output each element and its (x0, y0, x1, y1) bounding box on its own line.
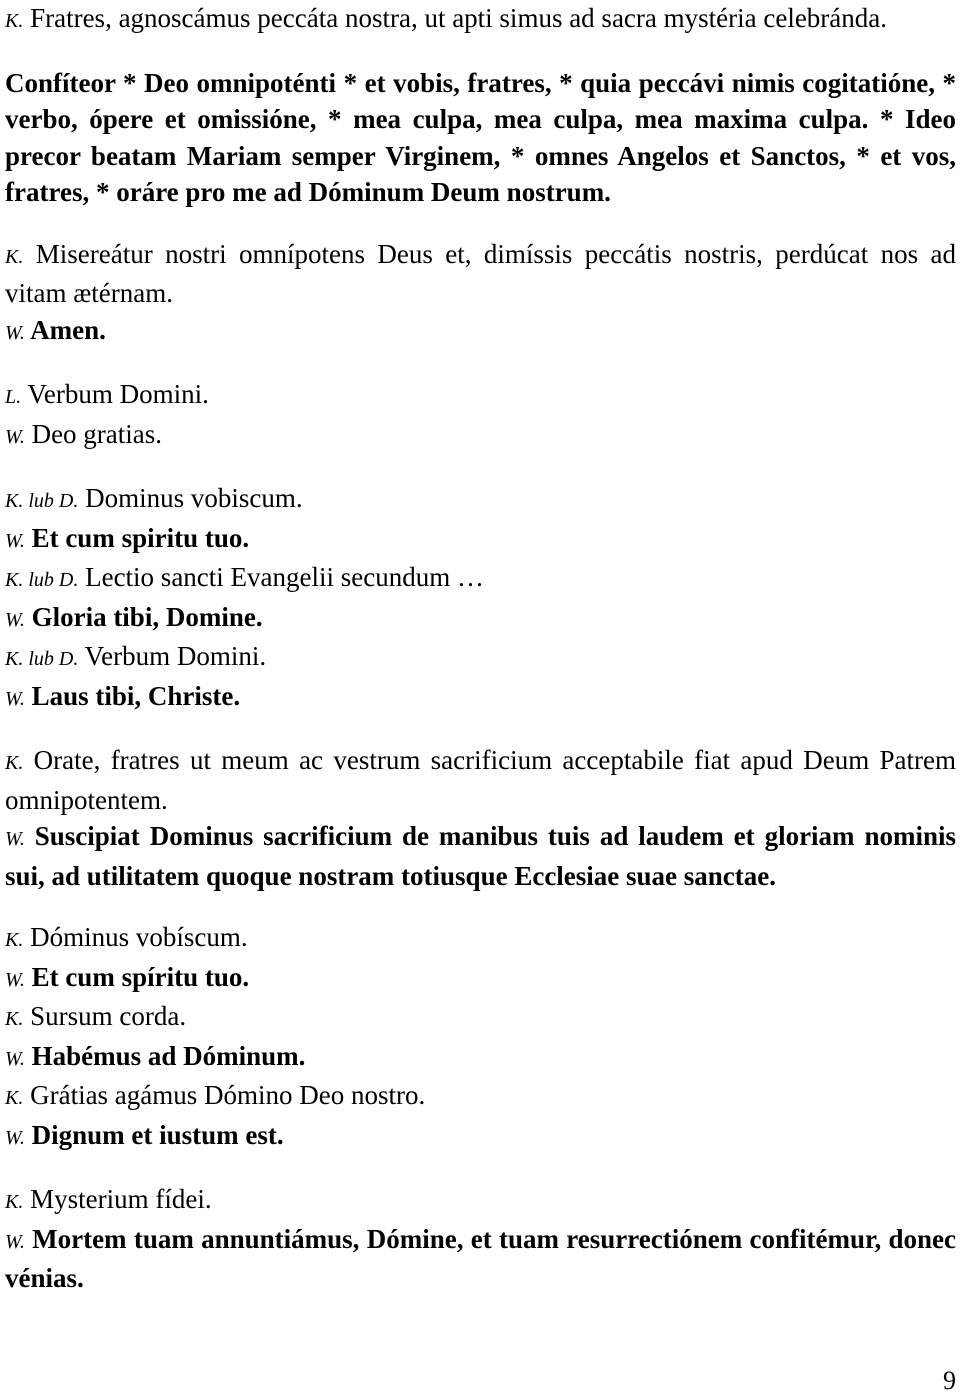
speaker-tag: L. (5, 386, 22, 408)
line-text: Et cum spíritu tuo. (31, 961, 250, 992)
speaker-tag: K. (5, 1008, 24, 1030)
speaker-tag: W. (5, 1230, 25, 1253)
text-line (5, 599, 956, 639)
text-line (5, 638, 956, 678)
line-text: Dominus vobiscum. (85, 483, 303, 513)
section-kyrie-admonition (5, 0, 956, 40)
line-text: Gloria tibi, Domine. (31, 601, 263, 632)
line-text: Verbum Domini. (27, 379, 209, 409)
text-line (5, 998, 956, 1038)
text-line (5, 376, 956, 416)
speaker-tag: W. (5, 529, 25, 552)
line-text: Amen. (30, 314, 106, 345)
speaker-tag: W. (5, 1047, 25, 1070)
speaker-tag: W. (5, 968, 25, 991)
text-line (5, 742, 956, 818)
section-absolution (5, 236, 956, 352)
line-text: Habémus ad Dóminum. (31, 1040, 306, 1071)
speaker-tag: K. (5, 752, 24, 774)
line-text: Grátias agámus Dómino Deo nostro. (30, 1080, 426, 1110)
speaker-tag: K. lub D. (5, 490, 79, 512)
text-line (5, 1221, 956, 1297)
text-line (5, 65, 956, 211)
text-line (5, 818, 956, 894)
text-line (5, 520, 956, 560)
text-line (5, 236, 956, 312)
line-text: Suscipiat Dominus sacrificium de manibus tuis ad laudem et gloriam nominis sui, ad utilitatem quoque nostram totiusque Ecclesiae suae sanctae. (5, 821, 957, 891)
line-text: Dóminus vobíscum. (30, 922, 248, 952)
section-preface-dialogue (5, 919, 956, 1156)
speaker-tag: K. lub D. (5, 648, 79, 670)
line-text: Misereátur nostri omnípotens Deus et, dimíssis peccátis nostris, perdúcat nos ad vitam ætérnam. (5, 238, 957, 308)
page-number: 9 (943, 1366, 956, 1395)
text-line (5, 312, 956, 352)
liturgy-text-page (5, 0, 956, 1297)
line-text: Laus tibi, Christe. (31, 680, 241, 711)
text-line (5, 480, 956, 520)
text-line (5, 559, 956, 599)
text-line (5, 1077, 956, 1117)
text-line (5, 1038, 956, 1078)
speaker-tag: K. (5, 1191, 24, 1213)
speaker-tag: K. (5, 929, 24, 951)
section-confiteor (5, 65, 956, 211)
section-gospel (5, 480, 956, 717)
line-text: Mysterium fídei. (30, 1184, 212, 1214)
speaker-tag: W. (5, 608, 25, 631)
line-text: Et cum spiritu tuo. (31, 522, 250, 553)
speaker-tag: K. (5, 10, 24, 32)
speaker-tag: W. (5, 425, 25, 448)
speaker-tag: W. (5, 828, 25, 850)
text-line (5, 919, 956, 959)
speaker-tag: K. (5, 245, 24, 268)
line-text: Sursum corda. (30, 1001, 187, 1031)
section-mystery-of-faith (5, 1181, 956, 1297)
speaker-tag: W. (5, 1126, 25, 1149)
speaker-tag: W. (5, 321, 25, 344)
line-text: Dignum et iustum est. (31, 1119, 284, 1150)
line-text: Deo gratias. (31, 418, 163, 449)
line-text: Verbum Domini. (84, 641, 267, 671)
text-line (5, 959, 956, 999)
line-text: Orate, fratres ut meum ac vestrum sacrificium acceptabile fiat apud Deum Patrem omnipotentem. (5, 745, 957, 815)
text-line (5, 416, 956, 456)
text-line (5, 1117, 956, 1157)
text-line (5, 1181, 956, 1221)
text-line (5, 678, 956, 718)
text-line (5, 0, 956, 40)
line-text: Mortem tuam annuntiámus, Dómine, et tuam resurrectiónem confitémur, donec vénias. (5, 1223, 956, 1293)
speaker-tag: W. (5, 687, 25, 710)
line-text: Confíteor * Deo omnipoténti * et vobis, fratres, * quia peccávi nimis cogitatióne, * verbo, ópere et omissióne, * mea culpa, mea culpa, mea maxima culpa. * Ideo precor beatam Mariam semper Virginem, * omnes Angelos et Sanctos, * et vos, fratres, * oráre pro me ad Dóminum Deum nostrum. (5, 67, 956, 207)
line-text: Lectio sancti Evangelii secundum … (85, 562, 484, 592)
line-text: Fratres, agnoscámus peccáta nostra, ut apti simus ad sacra mystéria celebránda. (30, 3, 888, 33)
section-orate-fratres (5, 742, 956, 894)
speaker-tag: K. (5, 1087, 24, 1109)
speaker-tag: K. lub D. (5, 569, 79, 591)
section-lector (5, 376, 956, 455)
